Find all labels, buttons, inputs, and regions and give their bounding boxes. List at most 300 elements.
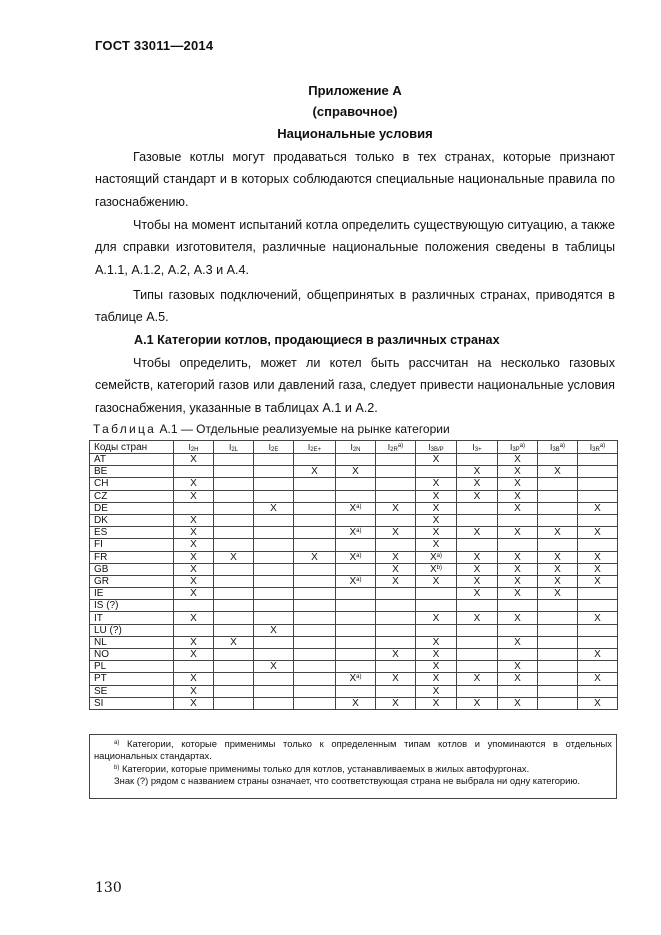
category-mark: X xyxy=(270,502,277,514)
category-cell xyxy=(457,563,498,575)
column-main: I xyxy=(509,441,513,452)
category-cell xyxy=(376,612,416,624)
category-cell xyxy=(457,478,498,490)
category-mark: X xyxy=(514,673,521,685)
category-mark: X xyxy=(514,636,521,648)
category-mark: X xyxy=(594,563,601,575)
category-cell xyxy=(254,624,294,636)
category-cell xyxy=(254,514,294,526)
column-sub: 3B/P xyxy=(430,446,444,453)
category-cell xyxy=(416,514,457,526)
table-row xyxy=(90,527,618,539)
document-header: ГОСТ 33011—2014 xyxy=(95,38,214,53)
category-cell xyxy=(416,454,457,466)
category-cell xyxy=(498,636,538,648)
table-row xyxy=(90,636,618,648)
column-sup: a) xyxy=(397,442,404,449)
category-mark: X xyxy=(514,697,521,709)
categories-table xyxy=(89,440,618,710)
category-mark: X xyxy=(594,575,601,587)
column-sup: a) xyxy=(519,442,526,449)
category-cell xyxy=(294,697,336,709)
category-cell xyxy=(336,514,376,526)
table-row xyxy=(90,612,618,624)
category-cell xyxy=(498,649,538,661)
category-cell xyxy=(578,636,618,648)
category-cell xyxy=(416,551,457,563)
category-cell xyxy=(498,454,538,466)
category-mark: X xyxy=(432,685,440,697)
category-cell xyxy=(538,454,578,466)
column-sub: 3B xyxy=(552,446,560,453)
category-cell xyxy=(214,661,254,673)
category-cell xyxy=(538,551,578,563)
category-mark: X xyxy=(473,588,481,600)
category-mark: X xyxy=(432,515,440,527)
cell-footnote-mark: a) xyxy=(356,503,362,510)
country-code: IE xyxy=(90,588,174,600)
country-code: SE xyxy=(90,685,174,697)
category-cell xyxy=(294,624,336,636)
category-cell xyxy=(294,636,336,648)
column-sub: 3R xyxy=(592,446,600,453)
country-code: CH xyxy=(90,478,174,490)
category-cell xyxy=(174,636,214,648)
column-header-I2R xyxy=(376,441,416,454)
category-cell xyxy=(254,588,294,600)
category-cell xyxy=(294,502,336,514)
category-cell xyxy=(376,575,416,587)
category-cell xyxy=(578,649,618,661)
column-main: I xyxy=(228,441,232,452)
table-header-row xyxy=(90,441,618,454)
table-footnotes xyxy=(89,734,617,799)
category-cell xyxy=(254,527,294,539)
category-cell xyxy=(376,539,416,551)
category-cell xyxy=(336,649,376,661)
category-mark: X xyxy=(190,649,197,661)
category-cell xyxy=(578,600,618,612)
category-cell xyxy=(376,624,416,636)
table-row xyxy=(90,563,618,575)
table-row xyxy=(90,478,618,490)
footnote-a-mark: a) xyxy=(114,740,120,746)
column-main: I xyxy=(428,441,431,452)
category-cell xyxy=(457,575,498,587)
category-cell xyxy=(376,649,416,661)
category-cell xyxy=(538,636,578,648)
category-cell xyxy=(294,466,336,478)
category-mark: X xyxy=(190,454,197,466)
category-cell xyxy=(254,563,294,575)
category-cell xyxy=(214,649,254,661)
table-row xyxy=(90,502,618,514)
category-cell xyxy=(294,600,336,612)
column-header-I2E xyxy=(254,441,294,454)
category-mark: X xyxy=(514,502,521,514)
appendix-subtitle: (справочное) xyxy=(312,104,398,119)
category-cell xyxy=(254,636,294,648)
category-mark: X xyxy=(594,502,601,514)
category-cell xyxy=(416,612,457,624)
category-cell xyxy=(174,466,214,478)
column-main: I xyxy=(387,441,391,452)
category-mark: X xyxy=(190,575,197,587)
category-cell xyxy=(538,649,578,661)
category-cell xyxy=(336,490,376,502)
category-cell xyxy=(498,551,538,563)
category-cell xyxy=(498,466,538,478)
country-code: AT xyxy=(90,454,174,466)
category-cell xyxy=(214,673,254,685)
cell-footnote-mark: a) xyxy=(356,552,362,559)
category-mark: X xyxy=(594,612,601,624)
category-mark: X xyxy=(429,563,437,575)
category-mark: X xyxy=(311,466,318,478)
country-code: NL xyxy=(90,636,174,648)
category-cell xyxy=(457,697,498,709)
category-mark: X xyxy=(270,624,277,636)
category-cell xyxy=(376,588,416,600)
category-cell xyxy=(457,649,498,661)
column-sub: 3+ xyxy=(474,446,482,453)
cell-footnote-mark: b) xyxy=(436,564,442,571)
category-cell xyxy=(538,673,578,685)
category-cell xyxy=(578,539,618,551)
footnote-b-mark: b) xyxy=(114,764,120,771)
category-mark: X xyxy=(514,661,521,673)
category-cell xyxy=(376,466,416,478)
category-cell xyxy=(376,697,416,709)
category-cell xyxy=(498,539,538,551)
footnote-b xyxy=(94,763,612,775)
category-cell xyxy=(174,490,214,502)
cell-footnote-mark: a) xyxy=(356,528,362,535)
category-cell xyxy=(538,563,578,575)
category-cell xyxy=(214,454,254,466)
table-row xyxy=(90,466,618,478)
category-cell xyxy=(214,502,254,514)
category-mark: X xyxy=(594,649,601,661)
column-header-country: Коды стран xyxy=(90,441,174,454)
category-mark: X xyxy=(554,466,561,478)
category-mark: X xyxy=(190,515,197,527)
category-cell xyxy=(174,575,214,587)
category-cell xyxy=(174,514,214,526)
category-mark: X xyxy=(349,502,357,514)
category-cell xyxy=(294,661,336,673)
category-mark: X xyxy=(432,539,440,551)
category-cell xyxy=(376,527,416,539)
category-cell xyxy=(174,454,214,466)
category-cell xyxy=(336,478,376,490)
category-mark: X xyxy=(432,697,440,709)
category-cell xyxy=(498,502,538,514)
category-cell xyxy=(294,575,336,587)
category-cell xyxy=(578,673,618,685)
table-row xyxy=(90,575,618,587)
category-cell xyxy=(538,539,578,551)
category-cell xyxy=(578,527,618,539)
category-cell xyxy=(376,478,416,490)
category-cell xyxy=(294,551,336,563)
category-cell xyxy=(416,624,457,636)
column-sub: 2H xyxy=(190,446,199,453)
column-header-I2E+ xyxy=(294,441,336,454)
category-mark: X xyxy=(432,636,440,648)
category-cell xyxy=(174,588,214,600)
column-sub: 2E+ xyxy=(310,446,322,453)
category-cell xyxy=(254,685,294,697)
category-cell xyxy=(457,624,498,636)
category-cell xyxy=(578,612,618,624)
category-cell xyxy=(174,661,214,673)
category-cell xyxy=(578,563,618,575)
category-cell xyxy=(578,624,618,636)
category-cell xyxy=(214,551,254,563)
category-cell xyxy=(457,588,498,600)
column-sup: a) xyxy=(559,442,566,449)
column-main: I xyxy=(589,441,593,452)
category-mark: X xyxy=(473,612,481,624)
category-cell xyxy=(498,490,538,502)
table-row xyxy=(90,624,618,636)
category-cell xyxy=(498,563,538,575)
table-row xyxy=(90,661,618,673)
category-cell xyxy=(214,588,254,600)
category-mark: X xyxy=(392,697,399,709)
category-cell xyxy=(457,490,498,502)
category-mark: X xyxy=(514,575,521,587)
category-cell xyxy=(254,612,294,624)
paragraph-1: Газовые котлы могут продаваться только в тех странах, которые признают настоящий стандарт и в которых соблюдаются специальные национальные правила по газоснабжению. xyxy=(95,150,615,209)
category-cell xyxy=(578,697,618,709)
category-cell xyxy=(416,685,457,697)
category-mark: X xyxy=(392,527,399,539)
category-mark: X xyxy=(554,563,561,575)
category-cell xyxy=(336,685,376,697)
category-cell xyxy=(214,490,254,502)
category-mark: X xyxy=(473,466,481,478)
category-cell xyxy=(376,673,416,685)
category-cell xyxy=(174,539,214,551)
category-mark: X xyxy=(392,502,399,514)
category-mark: X xyxy=(514,490,521,502)
category-cell xyxy=(254,575,294,587)
category-cell xyxy=(578,588,618,600)
column-header-I3B xyxy=(538,441,578,454)
category-mark: X xyxy=(432,478,440,490)
category-cell xyxy=(416,490,457,502)
category-mark: X xyxy=(473,478,481,490)
category-cell xyxy=(214,697,254,709)
category-cell xyxy=(578,575,618,587)
category-cell xyxy=(336,661,376,673)
country-code: PL xyxy=(90,661,174,673)
cell-footnote-mark: a) xyxy=(356,674,362,681)
category-cell xyxy=(416,649,457,661)
table-caption-text: А.1 — Отдельные реализуемые на рынке категории xyxy=(156,422,450,436)
country-code: IS (?) xyxy=(90,600,174,612)
column-main: I xyxy=(472,441,475,452)
category-cell xyxy=(457,661,498,673)
category-mark: X xyxy=(432,673,440,685)
category-cell xyxy=(336,551,376,563)
category-mark: X xyxy=(432,454,440,466)
category-mark: X xyxy=(190,527,197,539)
category-cell xyxy=(254,600,294,612)
country-code: DE xyxy=(90,502,174,514)
table-row xyxy=(90,490,618,502)
paragraph-3: Типы газовых подключений, общепринятых в различных странах, приводятся в таблице А.5. xyxy=(95,288,615,325)
column-sup: a) xyxy=(599,442,606,449)
category-cell xyxy=(376,600,416,612)
category-cell xyxy=(578,478,618,490)
country-code: CZ xyxy=(90,490,174,502)
table-row xyxy=(90,454,618,466)
category-mark: X xyxy=(473,563,481,575)
category-cell xyxy=(294,563,336,575)
country-code: FI xyxy=(90,539,174,551)
category-cell xyxy=(538,490,578,502)
category-mark: X xyxy=(514,454,521,466)
category-cell xyxy=(416,502,457,514)
category-cell xyxy=(214,514,254,526)
category-cell xyxy=(416,636,457,648)
category-mark: X xyxy=(554,588,561,600)
category-cell xyxy=(457,636,498,648)
category-cell xyxy=(457,527,498,539)
category-mark: X xyxy=(514,551,521,563)
category-cell xyxy=(294,539,336,551)
category-cell xyxy=(376,636,416,648)
category-cell xyxy=(254,697,294,709)
table-row xyxy=(90,600,618,612)
category-cell xyxy=(174,600,214,612)
category-cell xyxy=(457,673,498,685)
category-cell xyxy=(254,539,294,551)
category-mark: X xyxy=(473,551,481,563)
category-mark: X xyxy=(190,588,197,600)
column-header-I3P xyxy=(498,441,538,454)
category-cell xyxy=(294,612,336,624)
category-cell xyxy=(336,502,376,514)
category-cell xyxy=(578,685,618,697)
category-cell xyxy=(457,551,498,563)
category-cell xyxy=(416,588,457,600)
column-sub: 2N xyxy=(352,446,361,453)
category-cell xyxy=(174,685,214,697)
category-mark: X xyxy=(432,661,440,673)
category-cell xyxy=(498,685,538,697)
category-mark: X xyxy=(190,551,197,563)
category-cell xyxy=(294,478,336,490)
category-cell xyxy=(538,697,578,709)
category-mark: X xyxy=(514,612,521,624)
column-header-I2H xyxy=(174,441,214,454)
category-mark: X xyxy=(429,551,437,563)
category-mark: X xyxy=(473,527,481,539)
category-cell xyxy=(294,673,336,685)
country-code: DK xyxy=(90,514,174,526)
country-code: BE xyxy=(90,466,174,478)
category-mark: X xyxy=(473,575,481,587)
category-mark: X xyxy=(473,697,481,709)
cell-footnote-mark: a) xyxy=(436,552,442,559)
column-header-I3R xyxy=(578,441,618,454)
country-code: LU (?) xyxy=(90,624,174,636)
category-cell xyxy=(254,673,294,685)
category-mark: X xyxy=(270,661,277,673)
category-mark: X xyxy=(432,612,440,624)
category-mark: X xyxy=(311,551,318,563)
category-cell xyxy=(336,697,376,709)
category-mark: X xyxy=(514,563,521,575)
category-cell xyxy=(294,527,336,539)
category-cell xyxy=(498,661,538,673)
table-row xyxy=(90,551,618,563)
category-cell xyxy=(294,514,336,526)
category-mark: X xyxy=(349,551,357,563)
category-cell xyxy=(336,575,376,587)
category-cell xyxy=(294,649,336,661)
category-cell xyxy=(578,490,618,502)
category-mark: X xyxy=(473,490,481,502)
category-cell xyxy=(174,563,214,575)
category-cell xyxy=(498,527,538,539)
category-mark: X xyxy=(432,502,440,514)
category-cell xyxy=(174,624,214,636)
category-cell xyxy=(538,478,578,490)
column-header-I2N xyxy=(336,441,376,454)
country-code: GR xyxy=(90,575,174,587)
country-code: NO xyxy=(90,649,174,661)
category-cell xyxy=(214,636,254,648)
category-mark: X xyxy=(352,466,359,478)
footnote-note: Знак (?) рядом с названием страны означает, что соответствующая страна не выбрала ни одну категорию. xyxy=(114,774,581,786)
category-cell xyxy=(416,661,457,673)
category-mark: X xyxy=(392,649,399,661)
category-cell xyxy=(376,490,416,502)
category-cell xyxy=(538,575,578,587)
category-cell xyxy=(294,685,336,697)
category-cell xyxy=(538,527,578,539)
footnote-a xyxy=(94,738,612,763)
category-mark: X xyxy=(392,563,399,575)
category-mark: X xyxy=(190,490,197,502)
category-cell xyxy=(174,551,214,563)
paragraph-2: Чтобы на момент испытаний котла определить существующую ситуацию, а также для справки изготовителя, различные национальные положения сведены в таблицы А.1.1, А.1.2, А.2, А.3 и А.4. xyxy=(95,218,615,277)
category-cell xyxy=(336,673,376,685)
category-mark: X xyxy=(594,673,601,685)
category-mark: X xyxy=(514,588,521,600)
category-mark: X xyxy=(514,466,521,478)
table-row xyxy=(90,539,618,551)
category-cell xyxy=(457,502,498,514)
table-row xyxy=(90,588,618,600)
category-cell xyxy=(578,551,618,563)
column-main: I xyxy=(350,441,353,452)
category-mark: X xyxy=(392,575,399,587)
category-cell xyxy=(214,575,254,587)
category-cell xyxy=(416,478,457,490)
category-cell xyxy=(498,478,538,490)
table-row xyxy=(90,685,618,697)
category-mark: X xyxy=(432,649,440,661)
category-mark: X xyxy=(432,490,440,502)
category-cell xyxy=(498,588,538,600)
category-cell xyxy=(538,661,578,673)
